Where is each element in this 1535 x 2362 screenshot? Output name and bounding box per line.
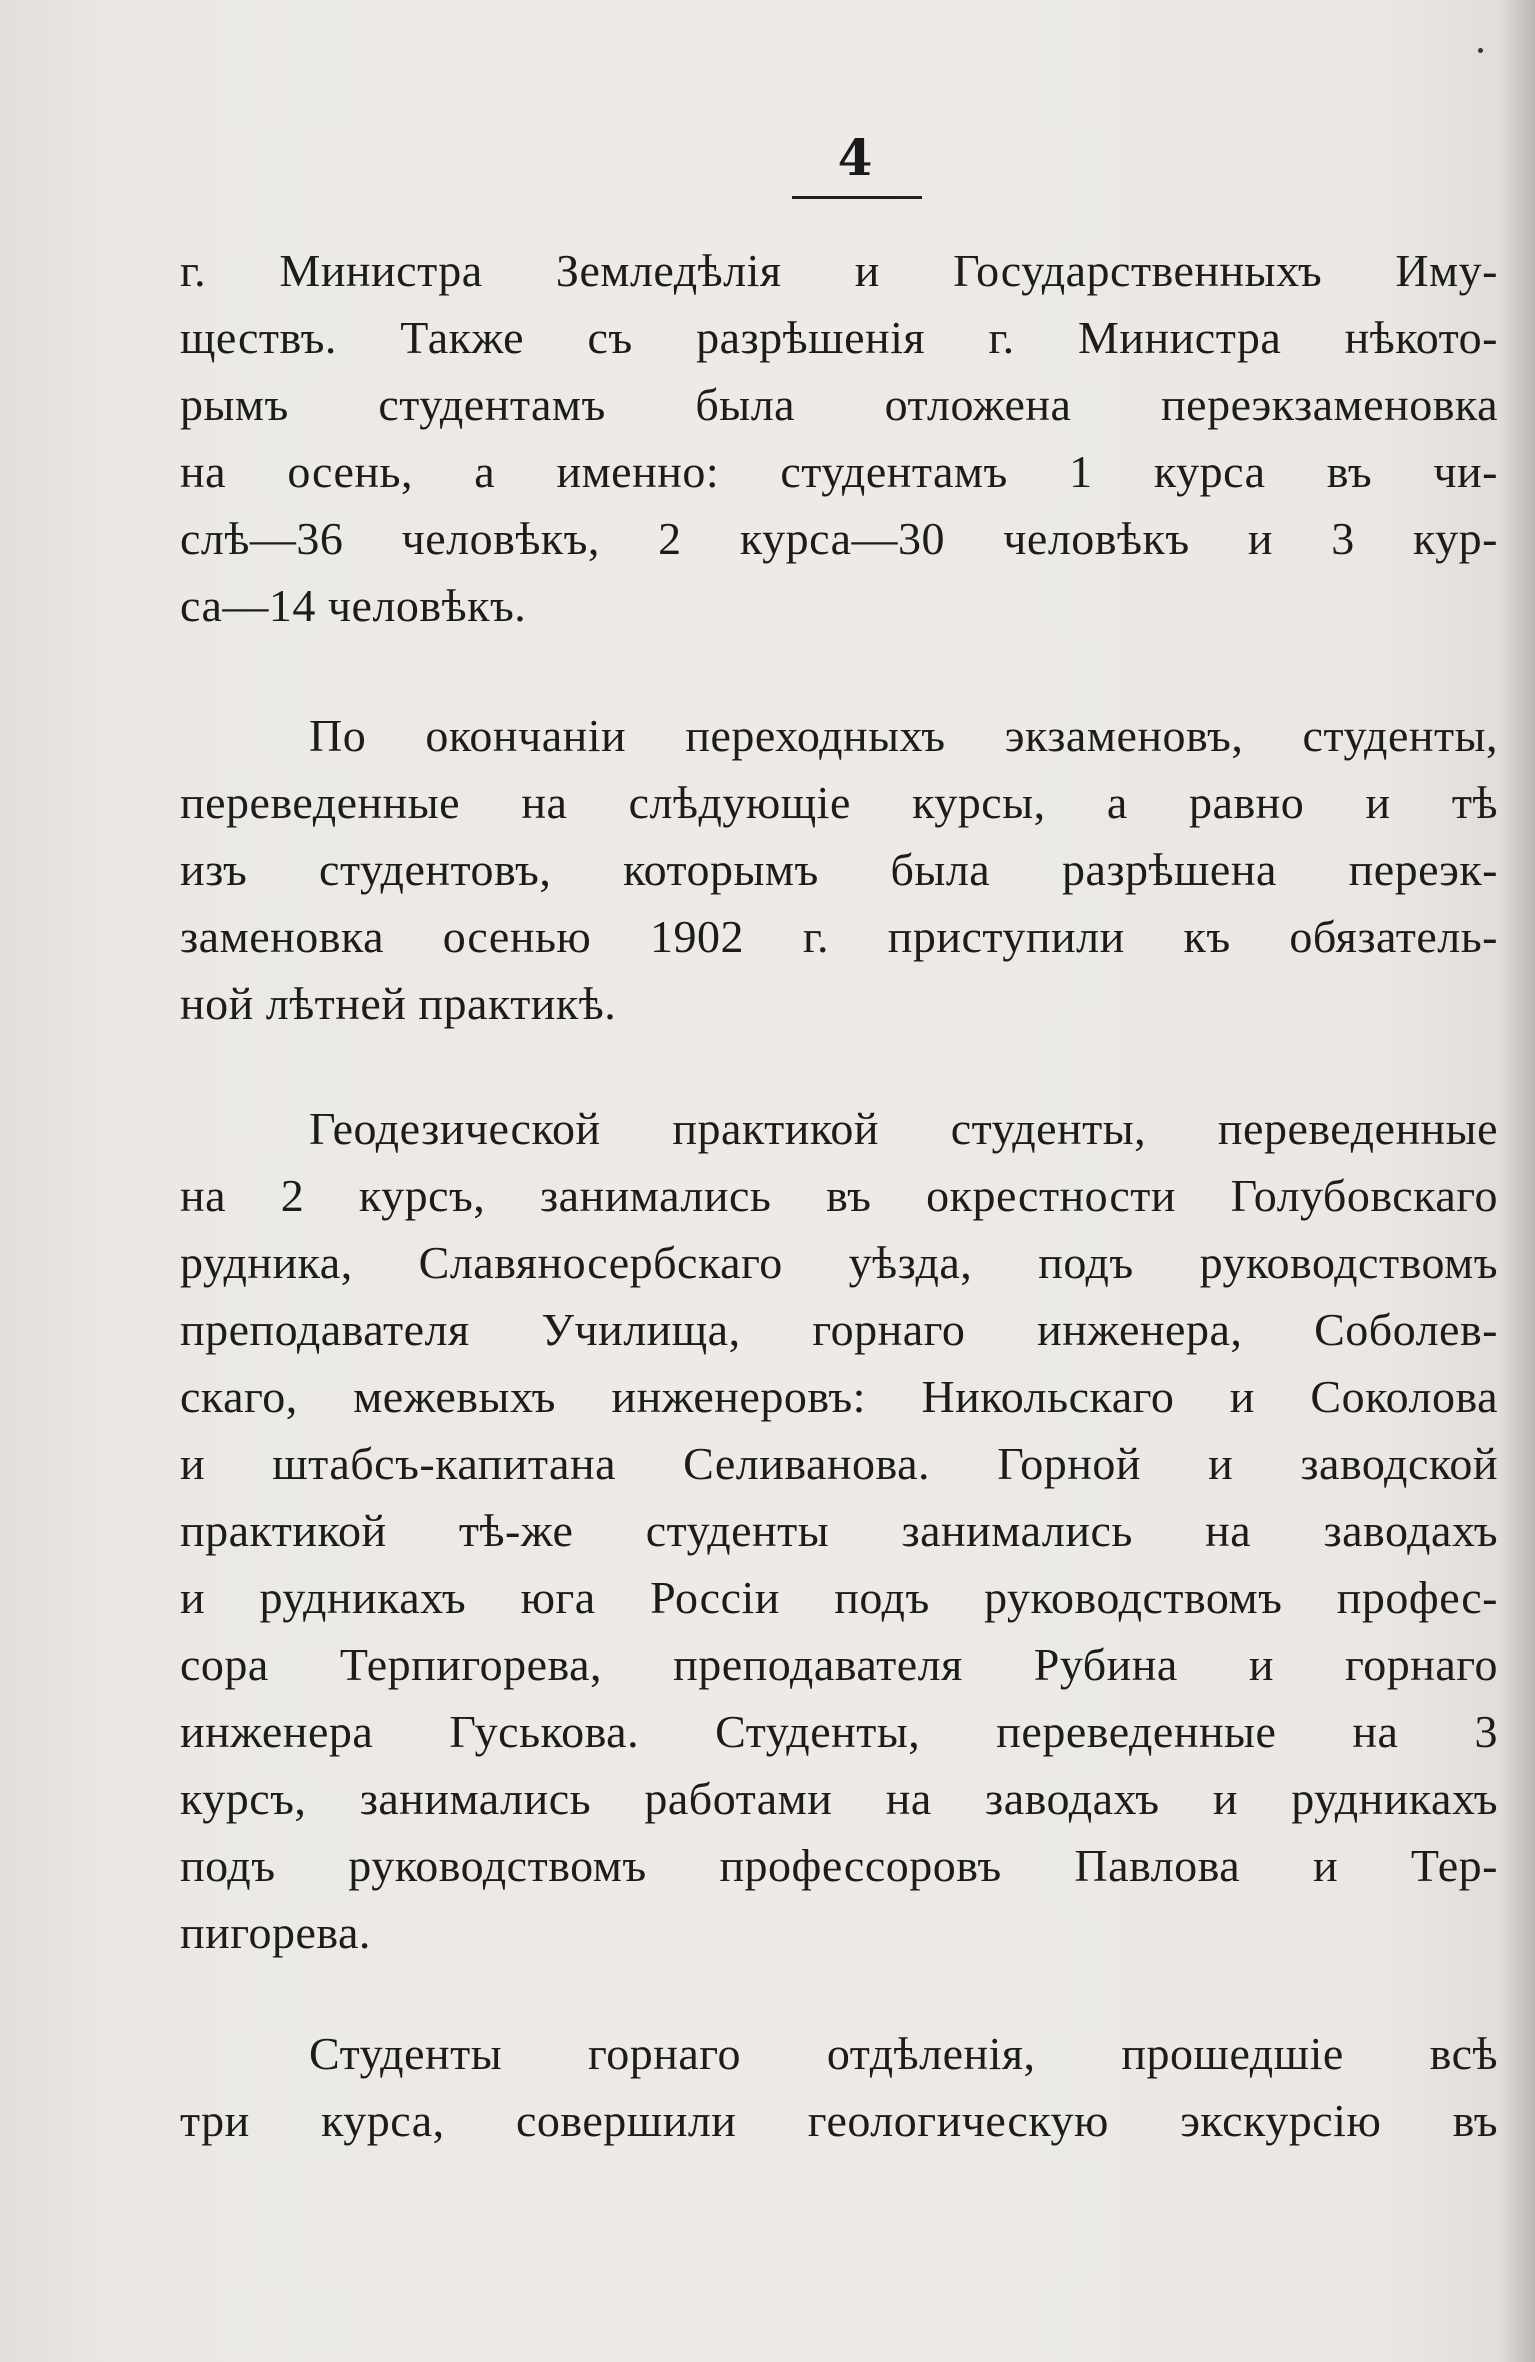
text-line: сора Терпигорева, преподавателя Рубина и горнаго (180, 1639, 1498, 1690)
paragraph-3 (180, 1095, 1498, 1966)
text-line: скаго, межевыхъ инженеровъ: Никольскаго и Соколова (180, 1371, 1498, 1422)
text-line: переведенные на слѣдующіе курсы, а равно и тѣ (180, 777, 1498, 828)
text-line: практикой тѣ-же студенты занимались на заводахъ (180, 1505, 1498, 1556)
text-line: Студенты горнаго отдѣленія, прошедшіе всѣ (309, 2028, 1498, 2079)
text-line: и рудникахъ юга Россіи подъ руководствомъ профес- (180, 1572, 1498, 1623)
text-line: ной лѣтней практикѣ. (180, 978, 617, 1029)
text-line: три курса, совершили геологическую экскурсію въ (180, 2095, 1498, 2146)
ink-speck (1478, 48, 1483, 53)
text-line: ществъ. Также съ разрѣшенія г. Министра нѣкото- (180, 312, 1498, 363)
text-line: Геодезической практикой студенты, переведенные (309, 1103, 1498, 1154)
text-line: заменовка осенью 1902 г. приступили къ обязатель- (180, 911, 1498, 962)
paragraph-1 (180, 237, 1498, 639)
body-text (180, 237, 1498, 2154)
spine-shadow (1501, 0, 1535, 2362)
text-line: инженера Гуськова. Студенты, переведенные на 3 (180, 1706, 1498, 1757)
text-line: подъ руководствомъ профессоровъ Павлова и Тер- (180, 1840, 1498, 1891)
text-line: изъ студентовъ, которымъ была разрѣшена переэк- (180, 844, 1498, 895)
text-line: са—14 человѣкъ. (180, 580, 527, 631)
text-line: По окончаніи переходныхъ экзаменовъ, студенты, (309, 710, 1498, 761)
text-line: и штабсъ-капитана Селиванова. Горной и заводской (180, 1438, 1498, 1489)
text-line: слѣ—36 человѣкъ, 2 курса—30 человѣкъ и 3 кур- (180, 513, 1498, 564)
text-line: рымъ студентамъ была отложена переэкзаменовка (180, 379, 1498, 430)
text-line: преподавателя Училища, горнаго инженера, Соболев- (180, 1304, 1498, 1355)
text-line: рудника, Славяносербскаго уѣзда, подъ руководствомъ (180, 1237, 1498, 1288)
text-line: на осень, а именно: студентамъ 1 курса въ чи- (180, 446, 1498, 497)
text-line: на 2 курсъ, занимались въ окрестности Голубовскаго (180, 1170, 1498, 1221)
page-number: 4 (837, 128, 873, 187)
text-line: курсъ, занимались работами на заводахъ и рудникахъ (180, 1773, 1498, 1824)
text-line: г. Министра Земледѣлія и Государственныхъ Иму- (180, 245, 1498, 296)
paragraph-4 (180, 2020, 1498, 2154)
page-number-rule (792, 196, 922, 199)
paragraph-2 (180, 702, 1498, 1037)
text-line: пигорева. (180, 1907, 371, 1958)
